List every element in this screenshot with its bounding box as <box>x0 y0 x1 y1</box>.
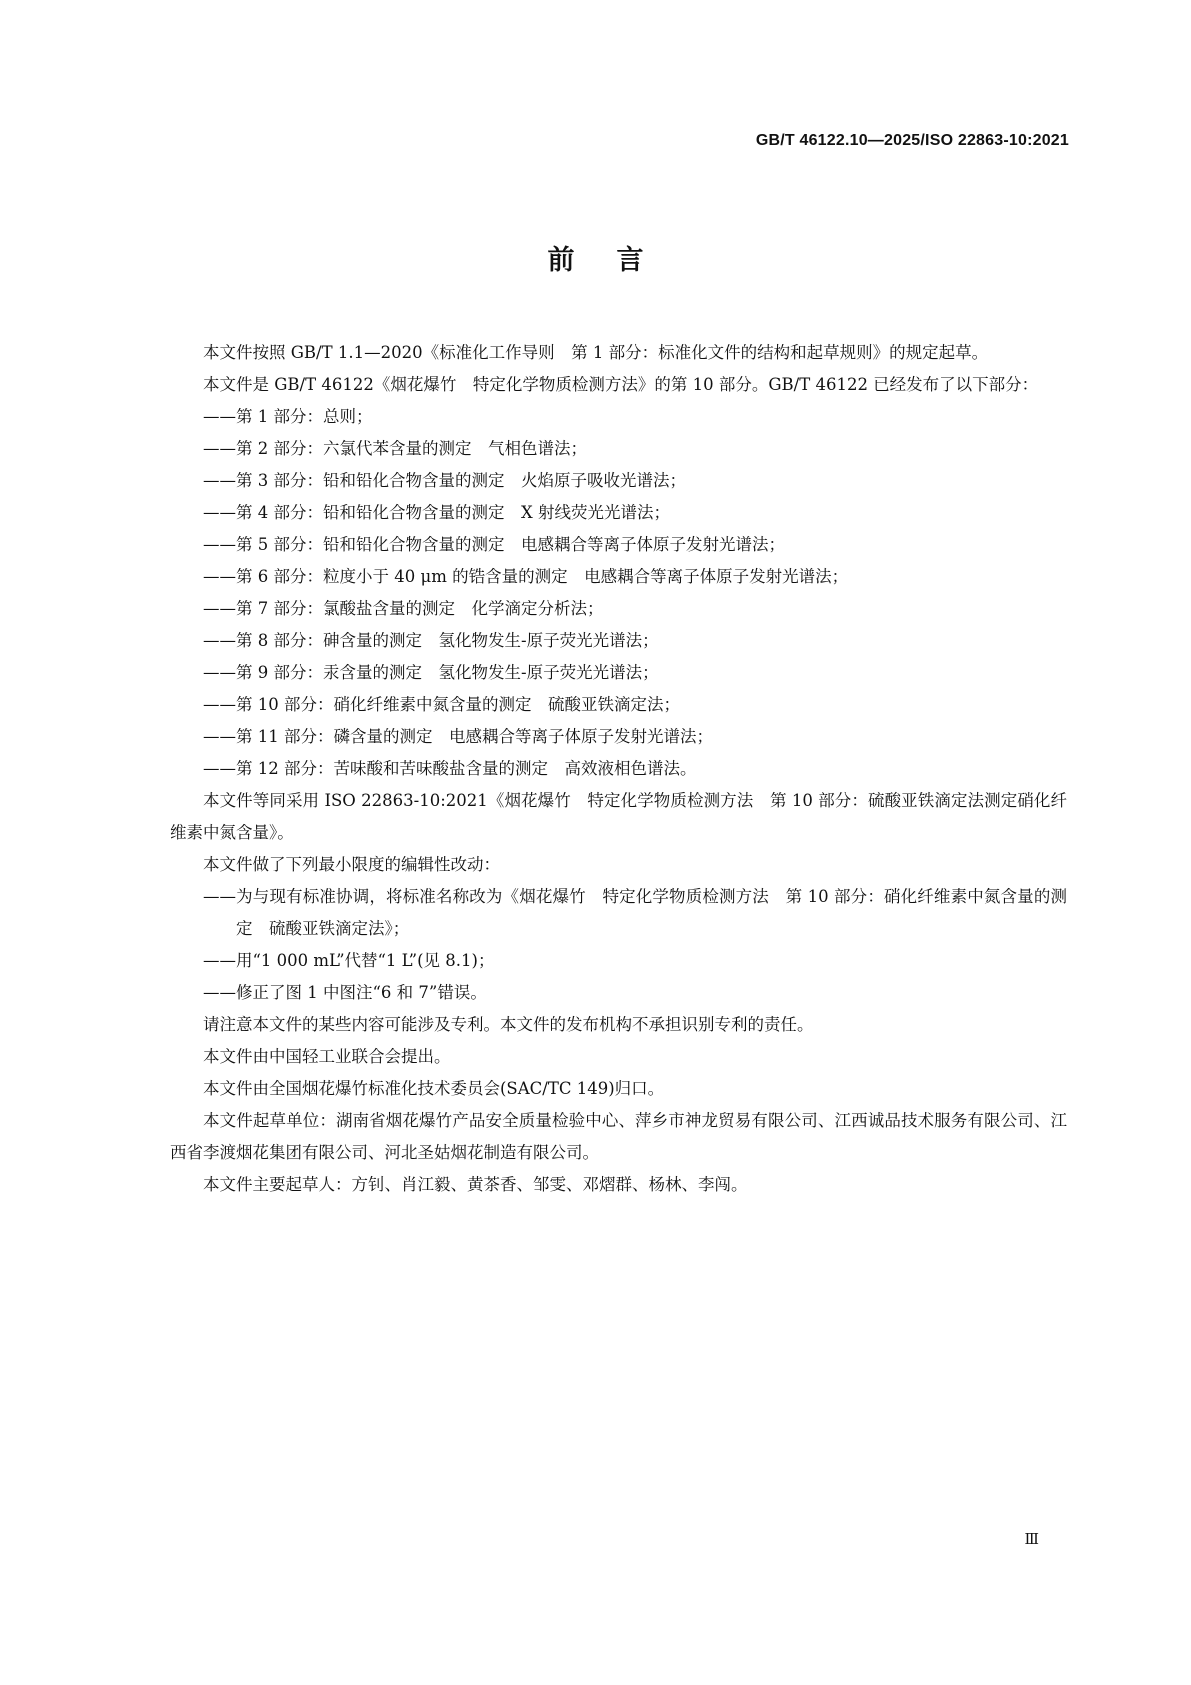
list-item-part: ——第 5 部分：铅和铅化合物含量的测定 电感耦合等离子体原子发射光谱法； <box>203 535 785 554</box>
list-item-part: ——第 4 部分：铅和铅化合物含量的测定 X 射线荧光光谱法； <box>203 503 670 522</box>
list-item-part: ——第 6 部分：粒度小于 40 μm 的锆含量的测定 电感耦合等离子体原子发射光谱法； <box>203 567 849 586</box>
page-number: Ⅲ <box>1024 1530 1039 1548</box>
list-item-part: ——第 12 部分：苦味酸和苦味酸盐含量的测定 高效液相色谱法。 <box>203 759 697 778</box>
list-item-part: ——第 8 部分：砷含量的测定 氢化物发生-原子荧光光谱法； <box>203 631 659 650</box>
list-item-change: ——为与现有标准协调，将标准名称改为《烟花爆竹 特定化学物质检测方法 第 10 部分：硝化纤维素中氮含量的测定 硫酸亚铁滴定法》； <box>203 887 1067 938</box>
list-item-part: ——第 10 部分：硝化纤维素中氮含量的测定 硫酸亚铁滴定法； <box>203 695 680 714</box>
paragraph-series-intro: 本文件是 GB/T 46122《烟花爆竹 特定化学物质检测方法》的第 10 部分。GB/T 46122 已经发布了以下部分： <box>203 375 1039 394</box>
paragraph-drafting-basis: 本文件按照 GB/T 1.1—2020《标准化工作导则 第 1 部分：标准化文件的结构和起草规则》的规定起草。 <box>203 343 989 362</box>
list-item-change: ——修正了图 1 中图注“6 和 7”错误。 <box>203 983 487 1002</box>
paragraph-technical-committee: 本文件由全国烟花爆竹标准化技术委员会(SAC/TC 149)归口。 <box>203 1079 665 1098</box>
document-body <box>170 337 1067 1201</box>
paragraph-editorial-changes: 本文件做了下列最小限度的编辑性改动： <box>203 855 500 874</box>
list-item-part: ——第 9 部分：汞含量的测定 氢化物发生-原子荧光光谱法； <box>203 663 659 682</box>
paragraph-proposer: 本文件由中国轻工业联合会提出。 <box>203 1047 451 1066</box>
list-item-part: ——第 2 部分：六氯代苯含量的测定 气相色谱法； <box>203 439 587 458</box>
standard-number-header: GB/T 46122.10—2025/ISO 22863-10:2021 <box>755 132 1069 149</box>
paragraph-drafting-units: 本文件起草单位：湖南省烟花爆竹产品安全质量检验中心、萍乡市神龙贸易有限公司、江西诚品技术服务有限公司、江西省李渡烟花集团有限公司、河北圣姑烟花制造有限公司。 <box>170 1111 1067 1162</box>
paragraph-drafters: 本文件主要起草人：方钊、肖江毅、黄茶香、邹雯、邓熠群、杨林、李闯。 <box>203 1175 748 1194</box>
list-item-part: ——第 7 部分：氯酸盐含量的测定 化学滴定分析法； <box>203 599 604 618</box>
list-item-part: ——第 1 部分：总则； <box>203 407 373 426</box>
list-item-part: ——第 3 部分：铅和铅化合物含量的测定 火焰原子吸收光谱法； <box>203 471 686 490</box>
paragraph-iso-adoption: 本文件等同采用 ISO 22863-10:2021《烟花爆竹 特定化学物质检测方法 第 10 部分：硫酸亚铁滴定法测定硝化纤维素中氮含量》。 <box>170 791 1067 842</box>
paragraph-patent-notice: 请注意本文件的某些内容可能涉及专利。本文件的发布机构不承担识别专利的责任。 <box>203 1015 814 1034</box>
page-title: 前言 <box>547 245 686 276</box>
list-item-change: ——用“1 000 mL”代替“1 L”(见 8.1)； <box>203 951 495 970</box>
list-item-part: ——第 11 部分：磷含量的测定 电感耦合等离子体原子发射光谱法； <box>203 727 713 746</box>
